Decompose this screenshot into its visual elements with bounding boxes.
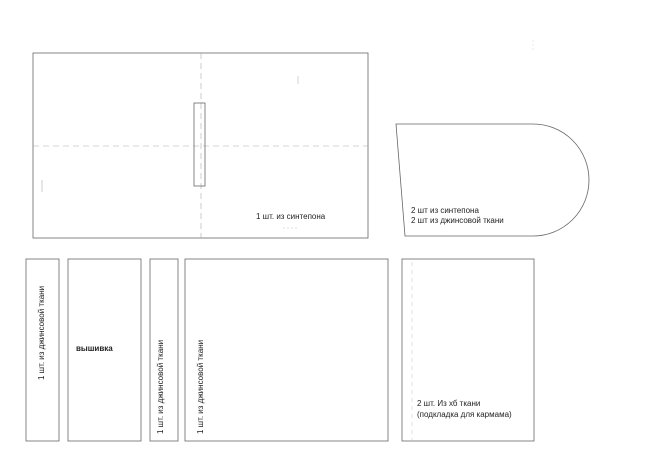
pocket-panel-label-line1: 2 шт. Из хб ткани — [417, 399, 481, 408]
embroidery-panel-label: вышивка — [76, 344, 113, 353]
center-panel-label: 1 шт. из джинсовой ткани — [196, 339, 205, 434]
large-panel-outline — [33, 53, 368, 238]
arc-panel-label-line2: 2 шт из джинсовой ткани — [411, 216, 504, 225]
large-panel-label: 1 шт. из синтепона — [256, 212, 326, 221]
center-panel-outline — [185, 259, 388, 441]
strip-middle-label: 1 шт. из джинсовой ткани — [156, 339, 165, 434]
pocket-panel-label-line2: (подкладка для кармама) — [417, 410, 512, 419]
arc-panel-label-line1: 2 шт из синтепона — [411, 206, 479, 215]
strip-left-label: 1 шт. из джинсовой ткани — [37, 285, 46, 380]
large-panel-slot — [194, 103, 205, 186]
